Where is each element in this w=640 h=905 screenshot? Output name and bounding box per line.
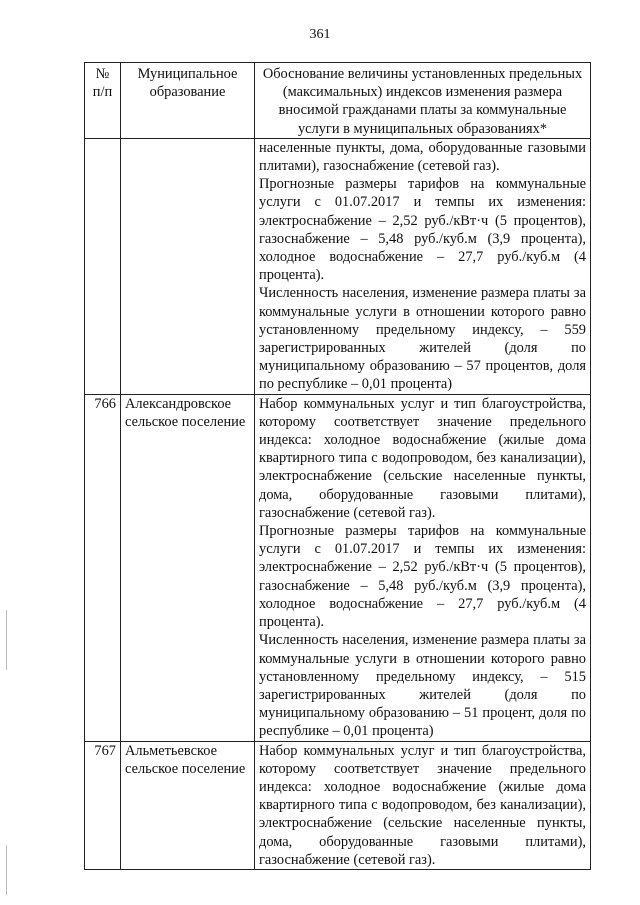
- row-justification: [255, 394, 591, 741]
- row-number: 767: [85, 741, 121, 869]
- header-justification: Обоснование величины установленных предельных (максимальных) индексов изменения размера вносимой гражданами платы за коммунальные услуги в муниципальных образованиях*: [255, 63, 591, 139]
- justification-paragraph: Численность населения, изменение размера платы за коммунальные услуги в отношении которого равно установленному предельному индексу, – 515 зарегистрированных жителей (доля по муниципальному образованию – 51 процент, доля по республике – 0,01 процента): [259, 632, 586, 740]
- scan-margin-mark: [6, 845, 7, 895]
- justification-paragraph: Численность населения, изменение размера платы за коммунальные услуги в отношении которого равно установленному предельному индексу, – 559 зарегистрированных жителей (доля по муниципальному образованию – 57 процентов, доля по республике – 0,01 процента): [259, 285, 586, 393]
- row-justification: [255, 138, 591, 394]
- row-municipality: [121, 138, 255, 394]
- table-row: [85, 394, 591, 741]
- table-row: [85, 138, 591, 394]
- row-municipality: Александровское сельское поселение: [121, 394, 255, 741]
- justification-paragraph: Прогнозные размеры тарифов на коммунальные услуги с 01.07.2017 и темпы их изменения: электроснабжение – 2,52 руб./кВт·ч (5 процентов), газоснабжение – 5,48 руб./куб.м (3,9 процента), холодное водоснабжение – 27,7 руб./куб.м (4 процента).: [259, 176, 586, 284]
- justification-paragraph: Набор коммунальных услуг и тип благоустройства, которому соответствует значение предельного индекса: холодное водоснабжение (жилые дома квартирного типа с водопроводом, без канализации), электроснабжение (сельские населенные пункты, дома, оборудованные газовыми плитами), газоснабжение (сетевой газ).: [259, 742, 586, 868]
- tariff-justification-table: [84, 62, 591, 870]
- header-municipality: Муниципальное образование: [121, 63, 255, 139]
- table-row: [85, 741, 591, 869]
- row-number: 766: [85, 394, 121, 741]
- table-header-row: [85, 63, 591, 139]
- justification-paragraph: населенные пункты, дома, оборудованные газовыми плитами), газоснабжение (сетевой газ).: [259, 139, 586, 175]
- scan-margin-mark: [6, 610, 7, 670]
- page-number: 361: [309, 27, 331, 42]
- justification-paragraph: Набор коммунальных услуг и тип благоустройства, которому соответствует значение предельного индекса: холодное водоснабжение (жилые дома квартирного типа с водопроводом, без канализации), электроснабжение (сельские населенные пункты, дома, оборудованные газовыми плитами), газоснабжение (сетевой газ).: [259, 395, 586, 521]
- header-number: № п/п: [85, 63, 121, 139]
- row-number: [85, 138, 121, 394]
- row-municipality: Альметьевское сельское поселение: [121, 741, 255, 869]
- justification-paragraph: Прогнозные размеры тарифов на коммунальные услуги с 01.07.2017 и темпы их изменения: электроснабжение – 2,52 руб./кВт·ч (5 процентов), газоснабжение – 5,48 руб./куб.м (3,9 процента), холодное водоснабжение – 27,7 руб./куб.м (4 процента).: [259, 523, 586, 631]
- row-justification: [255, 741, 591, 869]
